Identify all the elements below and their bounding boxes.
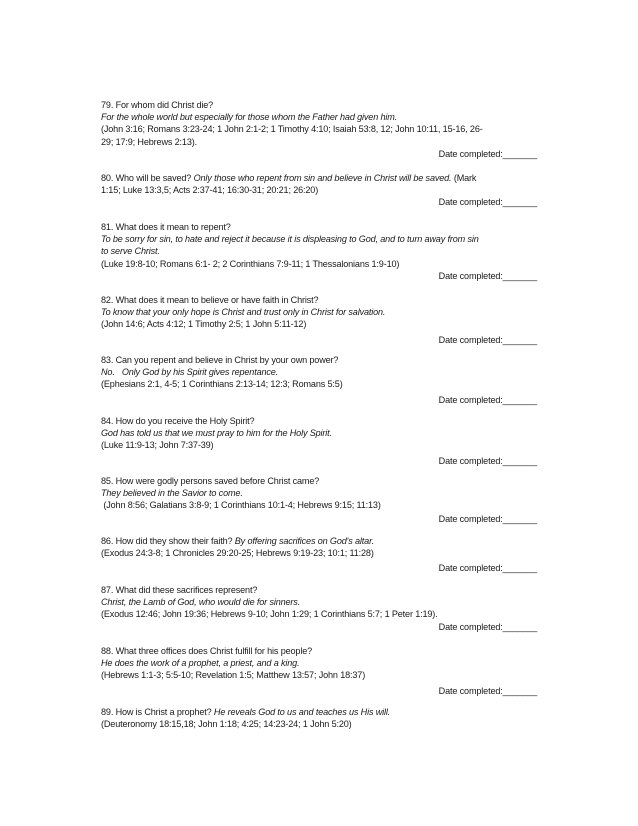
scripture-references: (John 14:6; Acts 4:12; 1 Timothy 2:5; 1 John 5:11-12) [101,319,307,330]
question-88 [101,645,537,697]
date-completed: Date completed:_______ [438,148,537,159]
scripture-references: (Exodus 24:3-8; 1 Chronicles 29:20-25; Hebrews 9:19-23; 10:1; 11:28) [101,548,374,559]
scripture-references: (Luke 11:9-13; John 7:37-39) [101,440,214,451]
answer-text: God has told us that we must pray to him for the Holy Spirit. [101,428,332,439]
question-line [101,535,537,547]
question-87 [101,584,537,633]
date-completed: Date completed:_______ [438,394,537,405]
question-line [101,172,537,184]
answer-text: Only those who repent from sin and believe in Christ will be saved. [193,173,452,183]
question-82 [101,294,537,346]
question-79 [101,99,537,160]
scripture-references: (Mark [451,173,477,183]
scripture-references: (Deuteronomy 18:15,18; John 1:18; 4:25; 14:23-24; 1 John 5:20) [101,719,352,730]
question-line [101,706,537,718]
answer-text: To know that your only hope is Christ and trust only in Christ for salvation. [101,307,386,318]
question-text: 82. What does it mean to believe or have faith in Christ? [101,295,319,305]
question-text: 81. What does it mean to repent? [101,222,231,232]
question-81 [101,221,537,282]
date-completed: Date completed:_______ [438,334,537,345]
date-completed: Date completed:_______ [438,513,537,524]
answer-text: By offering sacrifices on God's altar. [234,536,375,546]
date-completed: Date completed:_______ [438,685,537,696]
answer-text: No. Only God by his Spirit gives repentance. [101,367,279,378]
question-text: 86. How did they show their faith? [101,536,235,546]
question-text: 85. How were godly persons saved before Christ came? [101,476,320,486]
scripture-references: (John 3:16; Romans 3:23-24; 1 John 2:1-2; 1 Timothy 4:10; Isaiah 53:8, 12; John 10:11, 15-16, 26- [101,124,483,135]
question-86 [101,535,537,575]
answer-text: He reveals God to us and teaches us His will. [213,707,391,717]
answer-text: to serve Christ. [101,246,160,257]
date-completed: Date completed:_______ [438,455,537,466]
question-text: 84. How do you receive the Holy Spirit? [101,416,255,426]
question-84 [101,415,537,467]
question-89 [101,706,537,730]
answer-text: For the whole world but especially for those whom the Father had given him. [101,112,398,123]
date-completed: Date completed:_______ [438,197,537,208]
scripture-references: (Hebrews 1:1-3; 5:5-10; Revelation 1:5; Matthew 13:57; John 18:37) [101,670,366,681]
scripture-references: (John 8:56; Galatians 3:8-9; 1 Corinthians 10:1-4; Hebrews 9:15; 11:13) [101,500,381,511]
question-text: 83. Can you repent and believe in Christ by your own power? [101,355,339,365]
answer-text: To be sorry for sin, to hate and reject it because it is displeasing to God, and to turn away from sin [101,234,479,245]
question-85 [101,475,537,525]
scripture-references: 1:15; Luke 13:3,5; Acts 2:37-41; 16:30-31; 20:21; 26:20) [101,185,319,196]
question-83 [101,354,537,406]
question-text: 79. For whom did Christ die? [101,100,214,110]
question-text: 87. What did these sacrifices represent? [101,585,258,595]
question-text: 89. How is Christ a prophet? [101,707,214,717]
question-text: 80. Who will be saved? [101,173,194,183]
question-text: 88. What three offices does Christ fulfill for his people? [101,646,313,656]
scripture-references: 29; 17:9; Hebrews 2:13). [101,136,197,147]
scripture-references: (Ephesians 2:1, 4-5; 1 Corinthians 2:13-14; 12:3; Romans 5:5) [101,379,343,390]
scripture-references: (Luke 19:8-10; Romans 6:1- 2; 2 Corinthians 7:9-11; 1 Thessalonians 1:9-10) [101,258,400,269]
answer-text: He does the work of a prophet, a priest, and a king. [101,658,300,669]
date-completed: Date completed:_______ [438,270,537,281]
scripture-references: (Exodus 12:46; John 19:36; Hebrews 9-10; John 1:29; 1 Corinthians 5:7; 1 Peter 1:19). [101,609,438,620]
question-80 [101,172,537,209]
date-completed: Date completed:_______ [438,621,537,632]
answer-text: They believed in the Savior to come. [101,488,243,499]
date-completed: Date completed:_______ [438,563,537,574]
answer-text: Christ, the Lamb of God, who would die for sinners. [101,597,301,608]
